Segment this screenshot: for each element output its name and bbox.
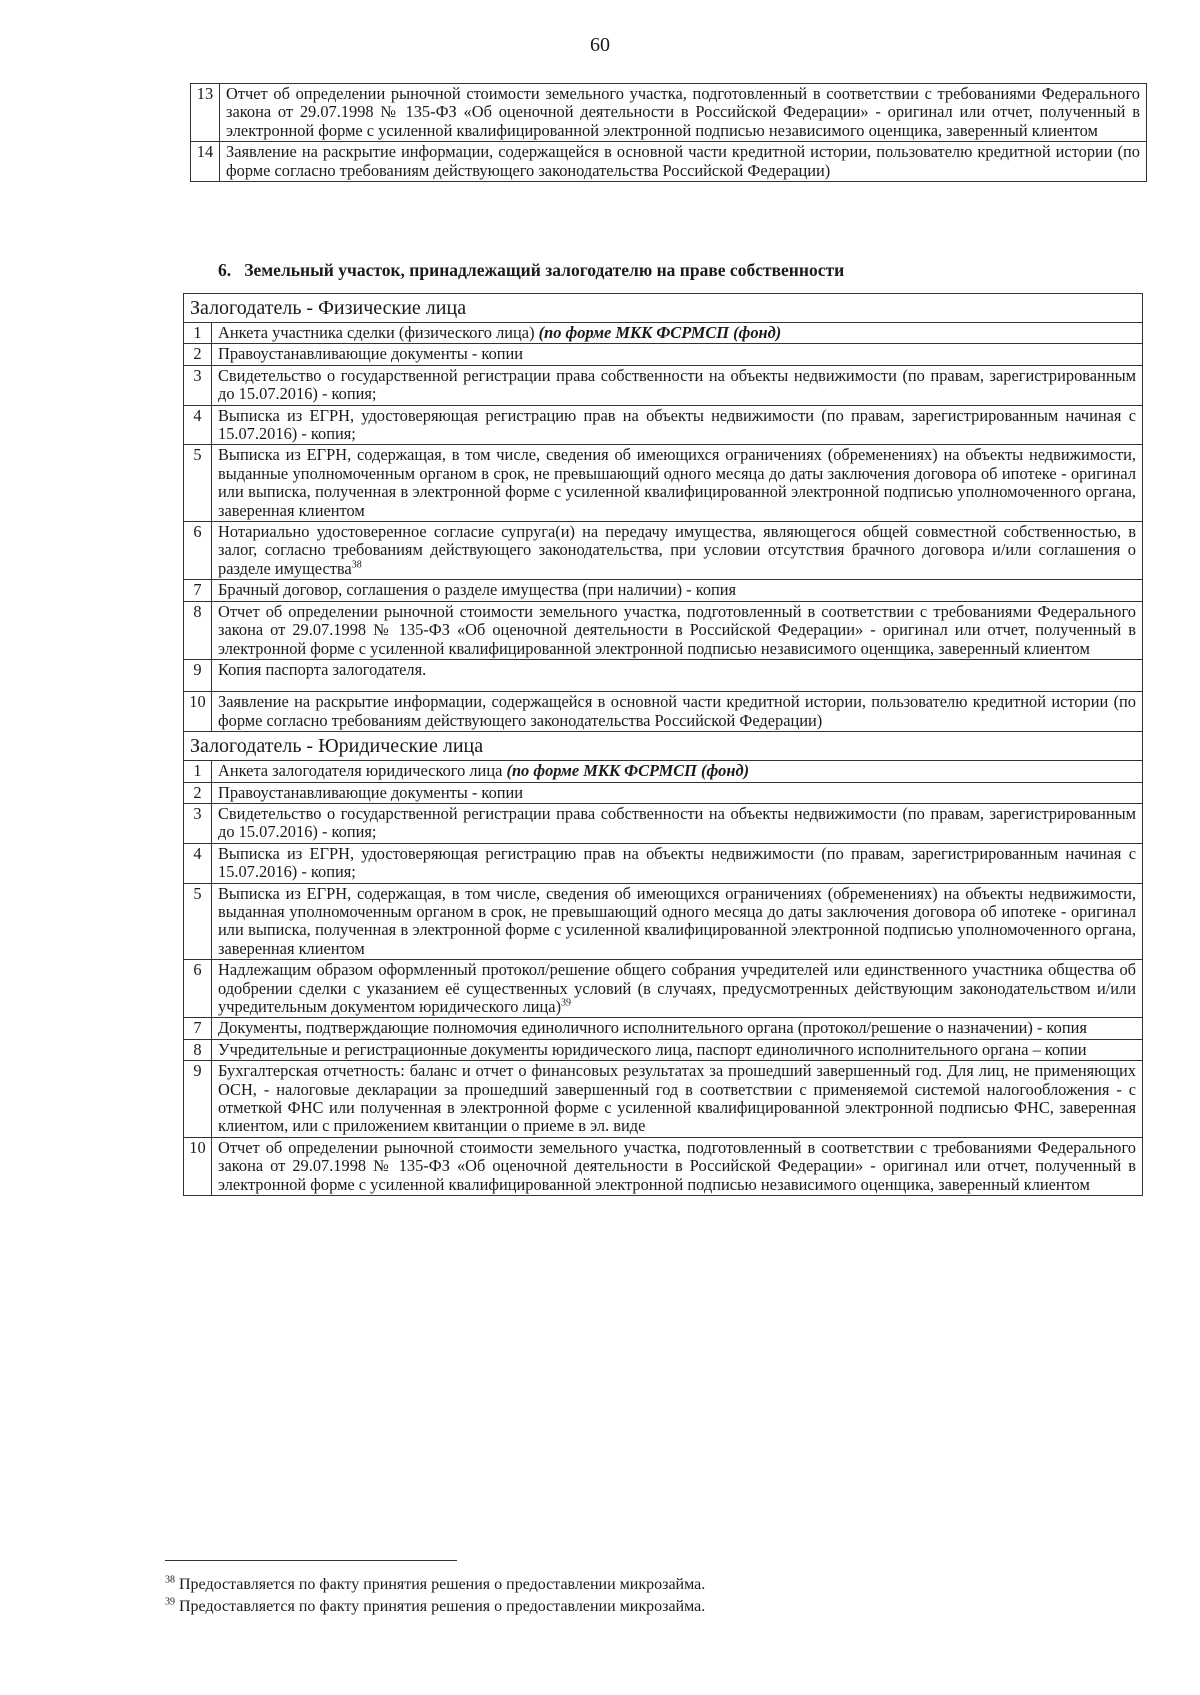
row-text: Выписка из ЕГРН, удостоверяющая регистрацию прав на объекты недвижимости (по правам, зарегистрированным начиная с 15.07.2016) - копия; — [212, 405, 1143, 445]
row-number: 8 — [184, 1039, 212, 1060]
footnote-mark: 39 — [165, 1596, 175, 1608]
row-number: 6 — [184, 522, 212, 580]
section-number: 6. — [218, 260, 232, 280]
row-text: Свидетельство о государственной регистрации права собственности на объекты недвижимости (по правам, зарегистрированным до 15.07.2016) - копия; — [212, 803, 1143, 843]
row-text: Правоустанавливающие документы - копии — [212, 344, 1143, 365]
row-text: Выписка из ЕГРН, содержащая, в том числе, сведения об имеющихся ограничениях (обременениях) на объекты недвижимости, выданные уполномоченным органом в срок, не превышающий одного месяца до даты заключения договора об ипотеке - оригинал или выписка, полученная в электронной форме с усиленной квалифицированной электронной подписью уполномоченного органа, заверенная клиентом — [212, 445, 1143, 522]
row-text-main: Анкета участника сделки (физического лица) — [218, 323, 539, 342]
row-number: 10 — [184, 692, 212, 732]
footnote-ref: 39 — [561, 997, 572, 1009]
table-row — [184, 960, 1143, 1018]
row-text: Документы, подтверждающие полномочия единоличного исполнительного органа (протокол/решение о назначении) - копия — [212, 1018, 1143, 1039]
table-row — [184, 782, 1143, 803]
row-text: Выписка из ЕГРН, содержащая, в том числе, сведения об имеющихся ограничениях (обременениях) на объекты недвижимости, выданная уполномоченным органом в срок, не превышающий одного месяца до даты заключения договора об ипотеке - оригинал или выписка, полученная в электронной форме с усиленной квалифицированной электронной подписью уполномоченного органа, заверенная клиентом — [212, 883, 1143, 960]
documents-table — [183, 293, 1143, 1196]
row-text: Выписка из ЕГРН, удостоверяющая регистрацию прав на объекты недвижимости (по правам, зарегистрированным начиная с 15.07.2016) - копия; — [212, 843, 1143, 883]
continued-table — [190, 83, 1147, 182]
row-number: 9 — [184, 659, 212, 691]
table-row — [184, 323, 1143, 344]
row-text — [212, 960, 1143, 1018]
row-note: (по форме МКК ФСРМСП (фонд) — [506, 761, 750, 781]
table-row — [184, 1137, 1143, 1195]
table-row — [184, 1039, 1143, 1060]
row-number: 5 — [184, 445, 212, 522]
row-text: Бухгалтерская отчетность: баланс и отчет о финансовых результатах за прошедший завершенный год. Для лиц, не применяющих ОСН, - налоговые декларации за прошедший завершенный год в соответствии с применяемой системой налогообложения - с отметкой ФНС или полученная в электронной форме с усиленной квалифицированной электронной подписью ФНС, заверенная клиентом, или с приложением квитанции о приеме в эл. виде — [212, 1061, 1143, 1138]
table-row — [184, 692, 1143, 732]
table-row — [184, 659, 1143, 691]
group-header-row — [184, 732, 1143, 761]
row-text: Правоустанавливающие документы - копии — [212, 782, 1143, 803]
footnote-ref: 38 — [351, 559, 362, 571]
table-row — [184, 405, 1143, 445]
table-row — [184, 344, 1143, 365]
row-number: 1 — [184, 761, 212, 782]
row-text-main: Надлежащим образом оформленный протокол/решение общего собрания учредителей или единственного участника общества об одобрении сделки с указанием её существенных условий (в случаях, предусмотренных действующим законодательством и/или учредительным документом юридического лица) — [218, 960, 1136, 1016]
row-number: 4 — [184, 843, 212, 883]
row-number: 2 — [184, 344, 212, 365]
row-text-main: Нотариально удостоверенное согласие супруга(и) на передачу имущества, являющегося общей совместной собственностью, в залог, согласно требованиям действующего законодательства, при условии отсутствия брачного договора и/или соглашения о разделе имущества — [218, 522, 1136, 578]
row-number: 3 — [184, 803, 212, 843]
table-row — [184, 803, 1143, 843]
table-row — [184, 1018, 1143, 1039]
row-number: 5 — [184, 883, 212, 960]
row-text: Учредительные и регистрационные документы юридического лица, паспорт единоличного исполнительного органа – копии — [212, 1039, 1143, 1060]
table-row — [184, 883, 1143, 960]
footnote-divider — [165, 1560, 457, 1561]
page-number: 60 — [590, 34, 610, 56]
footnotes — [165, 1574, 1065, 1618]
table-row — [184, 580, 1143, 601]
row-number: 3 — [184, 365, 212, 405]
row-number: 8 — [184, 601, 212, 659]
row-number: 9 — [184, 1061, 212, 1138]
row-text: Заявление на раскрытие информации, содержащейся в основной части кредитной истории, пользователю кредитной истории (по форме согласно требованиям действующего законодательства Российской Федерации) — [212, 692, 1143, 732]
table-row — [184, 1061, 1143, 1138]
row-number: 13 — [191, 84, 220, 142]
row-text: Свидетельство о государственной регистрации права собственности на объекты недвижимости (по правам, зарегистрированным до 15.07.2016) - копия; — [212, 365, 1143, 405]
row-text — [212, 323, 1143, 344]
row-number: 4 — [184, 405, 212, 445]
footnote-text: Предоставляется по факту принятия решения о предоставлении микрозайма. — [179, 1576, 706, 1593]
table-row — [184, 843, 1143, 883]
table-row — [184, 522, 1143, 580]
row-text: Отчет об определении рыночной стоимости земельного участка, подготовленный в соответствии с требованиями Федерального закона от 29.07.1998 № 135-ФЗ «Об оценочной деятельности в Российской Федерации» - оригинал или отчет, полученный в электронной форме с усиленной квалифицированной электронной подписью независимого оценщика, заверенный клиентом — [212, 1137, 1143, 1195]
row-number: 2 — [184, 782, 212, 803]
footnote-text: Предоставляется по факту принятия решения о предоставлении микрозайма. — [179, 1598, 706, 1615]
section-heading — [218, 260, 844, 281]
section-title: Земельный участок, принадлежащий залогодателю на праве собственности — [244, 260, 845, 280]
row-number: 6 — [184, 960, 212, 1018]
row-text: Заявление на раскрытие информации, содержащейся в основной части кредитной истории, пользователю кредитной истории (по форме согласно требованиям действующего законодательства Российской Федерации) — [220, 142, 1147, 182]
row-text-main: Анкета залогодателя юридического лица — [218, 761, 507, 781]
footnote-mark: 38 — [165, 1574, 175, 1586]
row-number: 7 — [184, 580, 212, 601]
row-text — [212, 761, 1143, 782]
row-number: 14 — [191, 142, 220, 182]
table-row — [184, 601, 1143, 659]
group-header-legal: Залогодатель - Юридические лица — [184, 732, 1143, 761]
row-text: Копия паспорта залогодателя. — [212, 659, 1143, 691]
row-note: (по форме МКК ФСРМСП (фонд) — [538, 323, 782, 342]
group-header-individuals: Залогодатель - Физические лица — [184, 294, 1143, 323]
row-text: Отчет об определении рыночной стоимости земельного участка, подготовленный в соответствии с требованиями Федерального закона от 29.07.1998 № 135-ФЗ «Об оценочной деятельности в Российской Федерации» - оригинал или отчет, полученный в электронной форме с усиленной квалифицированной электронной подписью независимого оценщика, заверенный клиентом — [212, 601, 1143, 659]
row-text: Брачный договор, соглашения о разделе имущества (при наличии) - копия — [212, 580, 1143, 601]
table-row — [184, 365, 1143, 405]
table-row — [184, 445, 1143, 522]
table-row — [191, 142, 1147, 182]
row-text: Отчет об определении рыночной стоимости земельного участка, подготовленный в соответствии с требованиями Федерального закона от 29.07.1998 № 135-ФЗ «Об оценочной деятельности в Российской Федерации» - оригинал или отчет, полученный в электронной форме с усиленной квалифицированной электронной подписью независимого оценщика, заверенный клиентом — [220, 84, 1147, 142]
row-number: 1 — [184, 323, 212, 344]
group-header-row — [184, 294, 1143, 323]
footnote — [165, 1574, 1065, 1596]
row-number: 10 — [184, 1137, 212, 1195]
footnote — [165, 1596, 1065, 1618]
table-row — [191, 84, 1147, 142]
row-text — [212, 522, 1143, 580]
table-row — [184, 761, 1143, 782]
row-number: 7 — [184, 1018, 212, 1039]
